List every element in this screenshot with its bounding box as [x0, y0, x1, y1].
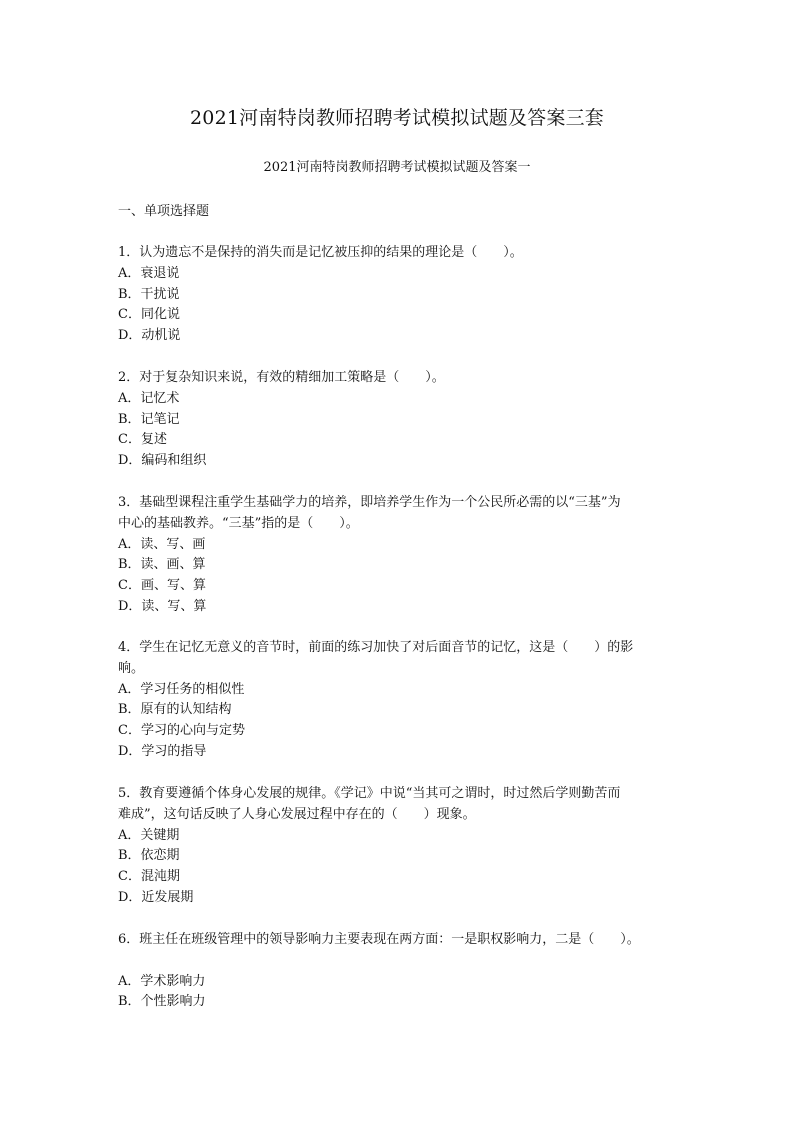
option-c: C．学习的心向与定势 — [118, 723, 245, 739]
option-d: D．编码和组织 — [118, 453, 207, 469]
question-stem — [118, 493, 684, 535]
option-a: A．衰退说 — [118, 265, 180, 281]
question-text: 5．教育要遵循个体身心发展的规律。《学记》中说“当其可之谓时，时过然后学则勤苦而 — [118, 786, 621, 801]
question-text: 2．对于复杂知识来说，有效的精细加工策略是（ ）。 — [118, 370, 445, 385]
option-a: A．记忆术 — [118, 390, 180, 406]
question-stem — [118, 638, 684, 680]
option-b: B．读、画、算 — [118, 557, 206, 573]
option-a: A．读、写、画 — [118, 536, 206, 552]
blank-spacer — [118, 951, 684, 972]
question-text: 1．认为遗忘不是保持的消失而是记忆被压抑的结果的理论是（ ）。 — [118, 245, 523, 260]
question-1 — [118, 243, 684, 347]
option-b: B．个性影响力 — [118, 994, 206, 1010]
option-d: D．学习的指导 — [118, 743, 207, 759]
question-5 — [118, 784, 684, 909]
option-d: D．近发展期 — [118, 889, 194, 905]
question-3 — [118, 493, 684, 618]
question-text: 4．学生在记忆无意义的音节时，前面的练习加快了对后面音节的记忆，这是（ ）的影 — [118, 640, 634, 655]
question-stem — [118, 784, 684, 826]
option-c: C．画、写、算 — [118, 578, 206, 594]
question-text: 3．基础型课程注重学生基础学力的培养，即培养学生作为一个公民所必需的以“三基”为 — [118, 495, 621, 510]
option-b: B．原有的认知结构 — [118, 702, 232, 718]
document-subtitle: 2021河南特岗教师招聘考试模拟试题及答案一 — [263, 160, 531, 175]
option-c: C．复述 — [118, 432, 167, 448]
option-c: C．同化说 — [118, 307, 180, 323]
option-d: D．读、写、算 — [118, 598, 207, 614]
question-6 — [118, 930, 684, 1013]
document-title: 2021河南特岗教师招聘考试模拟试题及答案三套 — [190, 107, 604, 129]
option-b: B．依恋期 — [118, 848, 180, 864]
question-stem — [118, 930, 684, 951]
question-4 — [118, 638, 684, 763]
question-2 — [118, 368, 684, 472]
question-stem — [118, 368, 684, 389]
question-text-continued: 响。 — [118, 660, 145, 676]
option-d: D．动机说 — [118, 328, 181, 344]
question-text-continued: 中心的基础教养。“三基”指的是（ ）。 — [118, 515, 359, 531]
question-text: 6．班主任在班级管理中的领导影响力主要表现在两方面：一是职权影响力，二是（ ）。 — [118, 932, 640, 947]
option-c: C．混沌期 — [118, 869, 180, 885]
option-a: A．学术影响力 — [118, 973, 206, 989]
option-b: B．干扰说 — [118, 286, 180, 302]
question-stem — [118, 243, 684, 264]
question-text-continued: 难成”，这句话反映了人身心发展过程中存在的（ ）现象。 — [118, 806, 476, 822]
option-b: B．记笔记 — [118, 411, 180, 427]
option-a: A．关键期 — [118, 827, 180, 843]
section-heading: 一、单项选择题 — [118, 204, 210, 219]
option-a: A．学习任务的相似性 — [118, 681, 245, 697]
